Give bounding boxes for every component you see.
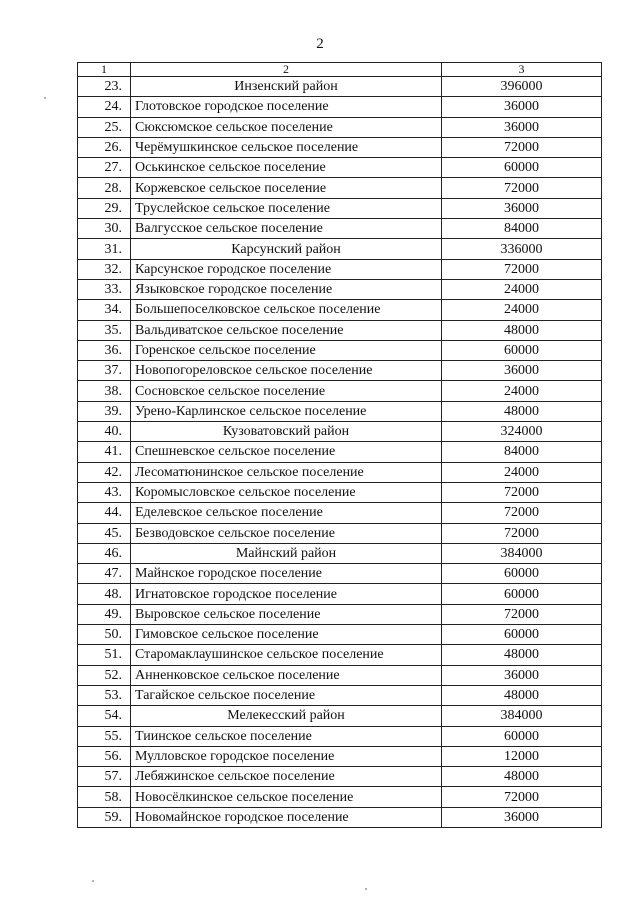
row-number: 33. [78, 279, 131, 299]
table-row [78, 604, 602, 624]
row-name: Лебяжинское сельское поселение [131, 767, 442, 787]
district-row [78, 239, 602, 259]
row-name: Урено-Карлинское сельское поселение [131, 401, 442, 421]
row-amount: 384000 [442, 543, 602, 563]
table-row [78, 625, 602, 645]
row-amount: 24000 [442, 300, 602, 320]
row-number: 27. [78, 158, 131, 178]
row-amount: 24000 [442, 381, 602, 401]
row-number: 26. [78, 137, 131, 157]
row-number: 30. [78, 219, 131, 239]
table-row [78, 340, 602, 360]
row-name: Лесоматюнинское сельское поселение [131, 462, 442, 482]
row-name: Горенское сельское поселение [131, 340, 442, 360]
table-row [78, 320, 602, 340]
row-number: 38. [78, 381, 131, 401]
row-name: Карсунский район [131, 239, 442, 259]
row-amount: 72000 [442, 178, 602, 198]
row-number: 53. [78, 685, 131, 705]
row-name: Инзенский район [131, 77, 442, 97]
header-col-2: 2 [131, 63, 442, 77]
scan-artifact [365, 888, 367, 890]
row-number: 39. [78, 401, 131, 421]
row-name: Новопогореловское сельское поселение [131, 361, 442, 381]
row-amount: 336000 [442, 239, 602, 259]
table-row [78, 198, 602, 218]
table-row [78, 279, 602, 299]
row-number: 24. [78, 97, 131, 117]
district-row [78, 543, 602, 563]
table-row [78, 381, 602, 401]
table-row [78, 97, 602, 117]
table-row [78, 564, 602, 584]
table-header-row [78, 63, 602, 77]
row-number: 52. [78, 665, 131, 685]
row-name: Мелекесский район [131, 706, 442, 726]
district-row [78, 77, 602, 97]
row-name: Сюксюмское сельское поселение [131, 117, 442, 137]
row-number: 56. [78, 746, 131, 766]
table-row [78, 746, 602, 766]
row-name: Большепоселковское сельское поселение [131, 300, 442, 320]
row-number: 36. [78, 340, 131, 360]
row-number: 59. [78, 807, 131, 827]
table-row [78, 178, 602, 198]
row-name: Еделевское сельское поселение [131, 503, 442, 523]
table-row [78, 665, 602, 685]
row-number: 31. [78, 239, 131, 259]
row-name: Черёмушкинское сельское поселение [131, 137, 442, 157]
table-row [78, 807, 602, 827]
allocation-table [77, 62, 602, 828]
header-col-1: 1 [78, 63, 131, 77]
table-row [78, 361, 602, 381]
district-row [78, 706, 602, 726]
row-amount: 36000 [442, 665, 602, 685]
row-amount: 84000 [442, 442, 602, 462]
row-amount: 48000 [442, 685, 602, 705]
row-amount: 72000 [442, 523, 602, 543]
row-amount: 72000 [442, 787, 602, 807]
page-number: 2 [316, 36, 324, 52]
table-row [78, 482, 602, 502]
table-row [78, 442, 602, 462]
table-row [78, 726, 602, 746]
row-amount: 12000 [442, 746, 602, 766]
row-name: Тиинское сельское поселение [131, 726, 442, 746]
row-amount: 24000 [442, 462, 602, 482]
row-amount: 36000 [442, 361, 602, 381]
row-number: 55. [78, 726, 131, 746]
row-name: Гимовское сельское поселение [131, 625, 442, 645]
table-row [78, 117, 602, 137]
row-name: Вальдиватское сельское поселение [131, 320, 442, 340]
table-row [78, 259, 602, 279]
row-name: Глотовское городское поселение [131, 97, 442, 117]
row-amount: 60000 [442, 158, 602, 178]
row-amount: 72000 [442, 604, 602, 624]
row-name: Новосёлкинское сельское поселение [131, 787, 442, 807]
row-number: 37. [78, 361, 131, 381]
row-amount: 36000 [442, 117, 602, 137]
table-row [78, 401, 602, 421]
row-name: Безводовское сельское поселение [131, 523, 442, 543]
row-amount: 48000 [442, 767, 602, 787]
row-number: 41. [78, 442, 131, 462]
row-number: 29. [78, 198, 131, 218]
row-name: Спешневское сельское поселение [131, 442, 442, 462]
row-amount: 72000 [442, 137, 602, 157]
row-number: 34. [78, 300, 131, 320]
row-name: Тагайское сельское поселение [131, 685, 442, 705]
row-amount: 36000 [442, 807, 602, 827]
table-row [78, 158, 602, 178]
row-name: Коромысловское сельское поселение [131, 482, 442, 502]
row-name: Майнское городское поселение [131, 564, 442, 584]
row-number: 50. [78, 625, 131, 645]
row-number: 35. [78, 320, 131, 340]
row-name: Анненковское сельское поселение [131, 665, 442, 685]
row-number: 48. [78, 584, 131, 604]
row-number: 25. [78, 117, 131, 137]
row-number: 43. [78, 482, 131, 502]
row-number: 57. [78, 767, 131, 787]
table-row [78, 787, 602, 807]
table-row [78, 462, 602, 482]
table-row [78, 137, 602, 157]
row-amount: 60000 [442, 340, 602, 360]
row-amount: 396000 [442, 77, 602, 97]
row-name: Мулловское городское поселение [131, 746, 442, 766]
row-amount: 384000 [442, 706, 602, 726]
row-number: 49. [78, 604, 131, 624]
scan-artifact [92, 880, 94, 882]
table-row [78, 503, 602, 523]
table-row [78, 219, 602, 239]
row-name: Валгусское сельское поселение [131, 219, 442, 239]
row-number: 40. [78, 422, 131, 442]
row-number: 58. [78, 787, 131, 807]
row-name: Выровское сельское поселение [131, 604, 442, 624]
row-number: 44. [78, 503, 131, 523]
scan-artifact [44, 97, 46, 99]
row-amount: 36000 [442, 198, 602, 218]
row-number: 47. [78, 564, 131, 584]
table-row [78, 685, 602, 705]
table-row [78, 300, 602, 320]
row-amount: 324000 [442, 422, 602, 442]
row-name: Языковское городское поселение [131, 279, 442, 299]
district-row [78, 422, 602, 442]
row-number: 46. [78, 543, 131, 563]
row-amount: 60000 [442, 584, 602, 604]
row-number: 51. [78, 645, 131, 665]
row-name: Сосновское сельское поселение [131, 381, 442, 401]
header-col-3: 3 [442, 63, 602, 77]
table-row [78, 767, 602, 787]
row-name: Кузоватовский район [131, 422, 442, 442]
table-row [78, 645, 602, 665]
table-row [78, 584, 602, 604]
row-amount: 72000 [442, 259, 602, 279]
row-name: Старомаклаушинское сельское поселение [131, 645, 442, 665]
row-amount: 72000 [442, 482, 602, 502]
row-number: 54. [78, 706, 131, 726]
row-amount: 48000 [442, 401, 602, 421]
row-amount: 48000 [442, 320, 602, 340]
row-name: Оськинское сельское поселение [131, 158, 442, 178]
row-amount: 24000 [442, 279, 602, 299]
table-body [78, 63, 602, 828]
row-number: 32. [78, 259, 131, 279]
row-amount: 60000 [442, 625, 602, 645]
row-number: 45. [78, 523, 131, 543]
row-amount: 36000 [442, 97, 602, 117]
row-name: Игнатовское городское поселение [131, 584, 442, 604]
row-name: Коржевское сельское поселение [131, 178, 442, 198]
row-name: Новомайнское городское поселение [131, 807, 442, 827]
row-amount: 60000 [442, 564, 602, 584]
row-number: 42. [78, 462, 131, 482]
row-amount: 60000 [442, 726, 602, 746]
row-amount: 84000 [442, 219, 602, 239]
row-number: 23. [78, 77, 131, 97]
row-amount: 48000 [442, 645, 602, 665]
row-amount: 72000 [442, 503, 602, 523]
table-row [78, 523, 602, 543]
row-name: Труслейское сельское поселение [131, 198, 442, 218]
row-number: 28. [78, 178, 131, 198]
row-name: Майнский район [131, 543, 442, 563]
row-name: Карсунское городское поселение [131, 259, 442, 279]
